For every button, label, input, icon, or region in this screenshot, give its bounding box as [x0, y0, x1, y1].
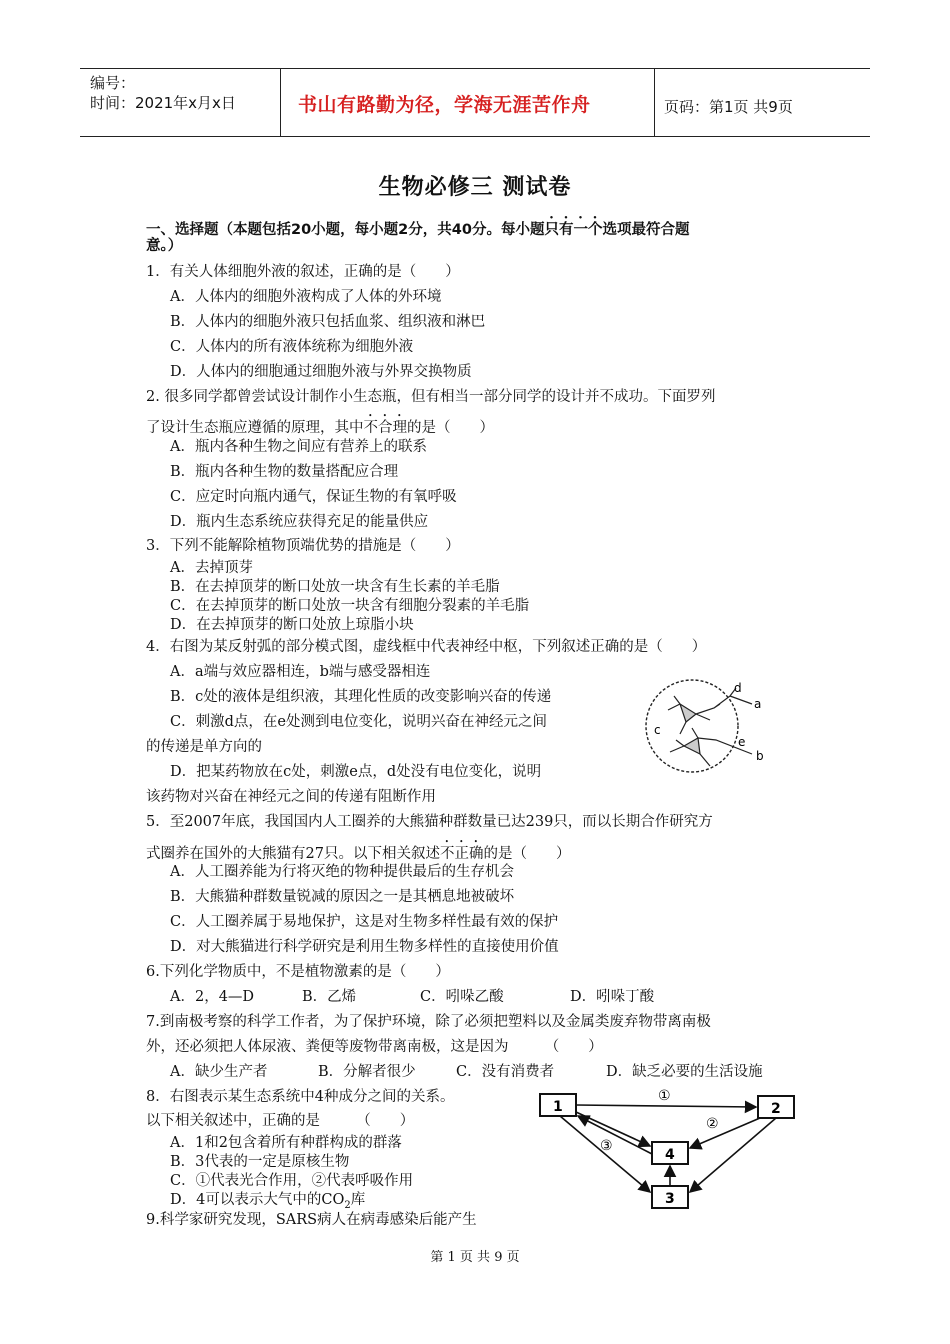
question-9-stem: 9.科学家研究发现，SARS病人在病毒感染后能产生: [146, 1212, 477, 1228]
question-4-option-a: A．a端与效应器相连，b端与感受器相连: [170, 664, 431, 680]
question-4-option-c-cont: 的传递是单方向的: [146, 739, 262, 755]
question-7-option-a: A．缺少生产者: [170, 1064, 268, 1080]
question-7-option-b: B．分解者很少: [318, 1064, 416, 1080]
question-1-option-b: B．人体内的细胞外液只包括血浆、组织液和淋巴: [170, 314, 486, 330]
header-page-info: 页码：第1页 共9页: [664, 98, 793, 116]
lower-neuron: [684, 738, 700, 754]
question-8-option-d: D．4可以表示大气中的$CO_2$库: [170, 1192, 366, 1211]
node-4-label: 4: [665, 1147, 675, 1163]
question-5-option-d: D．对大熊猫进行科学研究是利用生物多样性的直接使用价值: [170, 939, 559, 955]
question-5-stem: 5．至2007年底，我国国内人工圈养的大熊猫种群数量已达239只，而以长期合作研究方: [146, 814, 713, 830]
question-2-stem: 2. 很多同学都曾尝试设计制作小生态瓶，但有相当一部分同学的设计并不成功。下面罗列: [146, 389, 716, 405]
label-c: c: [654, 723, 661, 737]
node-2-label: 2: [771, 1101, 781, 1117]
question-5-option-a: A．人工圈养能为行将灭绝的物种提供最后的生存机会: [170, 864, 514, 880]
page-title: 生物必修三 测试卷: [378, 175, 572, 200]
question-2-option-b: B．瓶内各种生物的数量搭配应合理: [170, 464, 399, 480]
question-6-option-b: B．乙烯: [302, 989, 357, 1005]
label-e: e: [738, 735, 746, 749]
question-8-option-c: C．①代表光合作用，②代表呼吸作用: [170, 1173, 414, 1189]
question-6-option-a: A．2，4—D: [170, 989, 255, 1005]
arrow-4-to-1: [578, 1116, 652, 1154]
question-8-option-a: A．1和2包含着所有种群构成的群落: [170, 1135, 402, 1151]
label-d: d: [734, 681, 742, 695]
node-3-label: 3: [665, 1191, 675, 1207]
question-3-option-a: A．去掉顶芽: [170, 560, 253, 576]
header-divider-right: [654, 68, 655, 136]
question-8-stem: 8．右图表示某生态系统中4种成分之间的关系。: [146, 1089, 455, 1105]
header-time-label: 时间：2021年x月x日: [90, 94, 236, 112]
question-4-option-c: C．刺激d点，在e处测到电位变化，说明兴奋在神经元之间: [170, 714, 547, 730]
question-6-option-d: D．吲哚丁酸: [570, 989, 655, 1005]
question-3-stem: 3．下列不能解除植物顶端优势的措施是（ ）: [146, 538, 460, 554]
label-a: a: [754, 697, 762, 711]
upper-neuron-processes: [668, 696, 730, 734]
header-number-label: 编号：: [90, 74, 136, 92]
header-motto: 书山有路勤为径，学海无涯苦作舟: [298, 94, 591, 116]
question-5-option-b: B．大熊猫种群数量锐减的原因之一是其栖息地被破坏: [170, 889, 515, 905]
question-2-option-c: C．应定时向瓶内通气，保证生物的有氧呼吸: [170, 489, 457, 505]
question-8-option-b: B．3代表的一定是原核生物: [170, 1154, 350, 1170]
question-4-stem: 4．右图为某反射弧的部分模式图，虚线框中代表神经中枢，下列叙述正确的是（ ）: [146, 639, 707, 655]
question-2-stem-cont: 了设计生态瓶应遵循的原理，其中不合理的是（ ）: [146, 420, 494, 436]
circle-2-label: ②: [706, 1116, 719, 1132]
question-6-stem: 6.下列化学物质中，不是植物激素的是（ ）: [146, 964, 450, 980]
question-1-stem: 1．有关人体细胞外液的叙述，正确的是（ ）: [146, 264, 460, 280]
header-bottom-border: [80, 136, 870, 137]
page-footer: 第 1 页 共 9 页: [430, 1250, 520, 1265]
question-5-option-c: C．人工圈养属于易地保护，这是对生物多样性最有效的保护: [170, 914, 559, 930]
question-7-stem: 7.到南极考察的科学工作者，为了保护环境，除了必须把塑料以及金属类废弃物带离南极: [146, 1014, 711, 1030]
node-1-label: 1: [553, 1099, 563, 1115]
question-2-option-d: D．瓶内生态系统应获得充足的能量供应: [170, 514, 429, 530]
question-7-option-c: C．没有消费者: [456, 1064, 555, 1080]
question-3-option-b: B．在去掉顶芽的断口处放一块含有生长素的羊毛脂: [170, 579, 500, 595]
question-8-stem-cont: 以下相关叙述中，正确的是 （ ）: [146, 1113, 415, 1129]
question-5-stem-cont: 式圈养在国外的大熊猫有27只。以下相关叙述不正确的是（ ）: [146, 846, 571, 862]
arrow-1-to-3: [560, 1116, 650, 1192]
question-1-option-d: D．人体内的细胞通过细胞外液与外界交换物质: [170, 364, 472, 380]
circle-3-label: ③: [600, 1138, 613, 1154]
ecosystem-diagram: [530, 1082, 810, 1212]
question-4-option-d-cont: 该药物对兴奋在神经元之间的传递有阻断作用: [146, 789, 436, 805]
question-3-option-c: C．在去掉顶芽的断口处放一块含有细胞分裂素的羊毛脂: [170, 598, 530, 614]
section-heading: 一、选择题（本题包括20小题，每小题2分，共40分。每小题只有一个选项最符合题: [146, 222, 690, 238]
question-3-option-d: D．在去掉顶芽的断口处放上琼脂小块: [170, 617, 414, 633]
question-1-option-c: C．人体内的所有液体统称为细胞外液: [170, 339, 414, 355]
arrow-1-to-4: [576, 1112, 650, 1146]
question-6-option-c: C．吲哚乙酸: [420, 989, 504, 1005]
question-4-option-b: B．c处的液体是组织液，其理化性质的改变影响兴奋的传递: [170, 689, 552, 705]
question-4-option-d: D．把某药物放在c处，刺激e点，d处没有电位变化，说明: [170, 764, 542, 780]
header-divider-left: [280, 68, 281, 136]
section-heading-cont: 意。）: [146, 238, 183, 254]
question-2-option-a: A．瓶内各种生物之间应有营养上的联系: [170, 439, 427, 455]
question-7-stem-cont: 外，还必须把人体尿液、粪便等废物带离南极，这是因为 （ ）: [146, 1039, 603, 1055]
arrow-1-to-2: [576, 1105, 756, 1107]
arrow-2-to-4: [690, 1118, 760, 1148]
header-top-border: [80, 68, 870, 69]
label-b: b: [756, 749, 764, 763]
reflex-arc-figure: [640, 674, 780, 784]
upper-neuron: [680, 704, 696, 722]
question-1-option-a: A．人体内的细胞外液构成了人体的外环境: [170, 289, 442, 305]
question-7-option-d: D．缺乏必要的生活设施: [606, 1064, 763, 1080]
circle-1-label: ①: [658, 1088, 671, 1104]
